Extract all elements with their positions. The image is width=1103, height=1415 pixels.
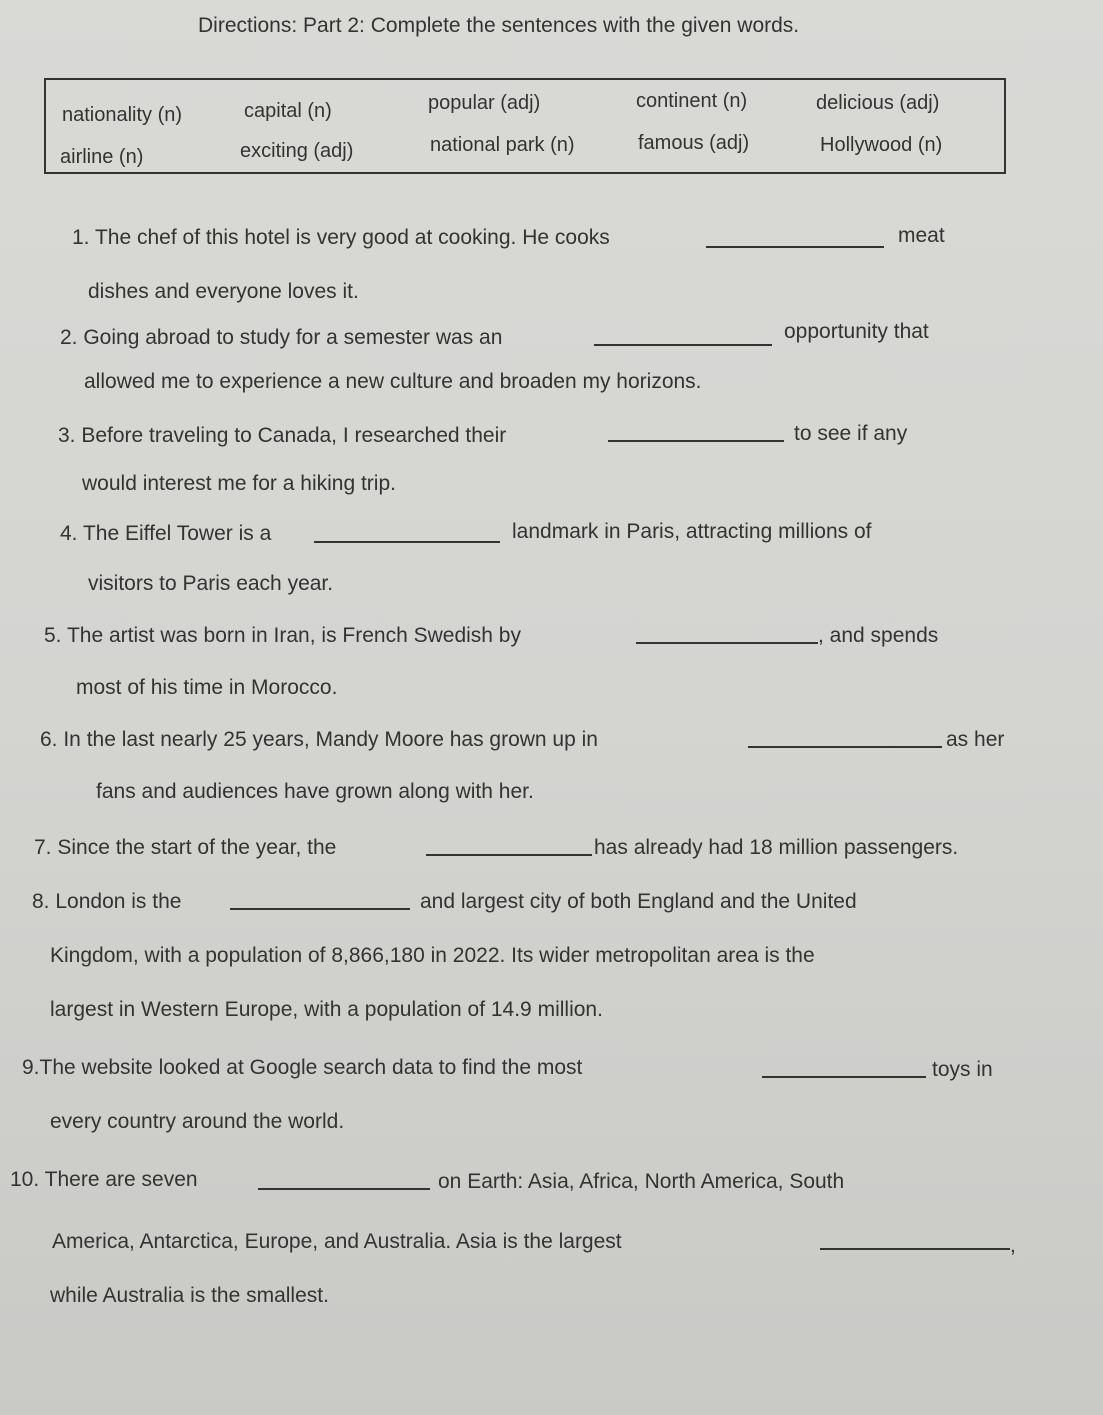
- sentence-7-text: 7. Since the start of the year, the: [34, 836, 337, 859]
- sentence-8-text: and largest city of both England and the United: [420, 890, 857, 913]
- sentence-1-text: meat: [898, 224, 945, 247]
- word-bank-item: airline (n): [60, 146, 144, 168]
- sentence-6-text: 6. In the last nearly 25 years, Mandy Moore has grown up in: [40, 728, 598, 751]
- sentence-1-text: dishes and everyone loves it.: [88, 280, 359, 303]
- sentence-4-text: 4. The Eiffel Tower is a: [60, 522, 272, 545]
- sentence-2-text: 2. Going abroad to study for a semester was an: [60, 326, 503, 349]
- word-bank-item: continent (n): [636, 90, 748, 112]
- word-bank-item: delicious (adj): [816, 92, 940, 114]
- sentence-2-text: allowed me to experience a new culture and broaden my horizons.: [84, 370, 702, 393]
- sentence-8-text: 8. London is the: [32, 890, 182, 913]
- blank-10b[interactable]: [820, 1248, 1010, 1250]
- sentence-8-text: Kingdom, with a population of 8,866,180 in 2022. Its wider metropolitan area is the: [50, 944, 815, 967]
- sentence-9-text: every country around the world.: [50, 1110, 345, 1133]
- sentence-5-text: , and spends: [818, 624, 939, 647]
- sentence-5-text: most of his time in Morocco.: [76, 676, 338, 699]
- word-bank-item: famous (adj): [638, 132, 750, 154]
- sentence-10-text: on Earth: Asia, Africa, North America, South: [438, 1170, 845, 1193]
- sentence-10-text: ,: [1010, 1234, 1016, 1257]
- sentence-2-text: opportunity that: [784, 320, 929, 343]
- sentence-10-text: 10. There are seven: [10, 1168, 198, 1191]
- blank-3[interactable]: [608, 440, 784, 442]
- sentence-10-text: while Australia is the smallest.: [50, 1284, 329, 1307]
- blank-6[interactable]: [748, 746, 942, 748]
- word-bank-item: capital (n): [244, 100, 332, 122]
- sentence-3-text: 3. Before traveling to Canada, I researched their: [58, 424, 507, 447]
- blank-2[interactable]: [594, 344, 772, 346]
- word-bank-item: national park (n): [430, 134, 575, 156]
- blank-10a[interactable]: [258, 1188, 430, 1190]
- blank-8[interactable]: [230, 908, 410, 910]
- sentence-9-text: toys in: [932, 1058, 993, 1081]
- sentence-8-text: largest in Western Europe, with a population of 14.9 million.: [50, 998, 603, 1021]
- blank-4[interactable]: [314, 541, 500, 543]
- word-bank-item: exciting (adj): [240, 140, 354, 162]
- sentence-3-text: to see if any: [794, 422, 908, 445]
- sentence-5-text: 5. The artist was born in Iran, is French Swedish by: [44, 624, 521, 647]
- sentence-3-text: would interest me for a hiking trip.: [82, 472, 396, 495]
- sentence-7-text: has already had 18 million passengers.: [594, 836, 959, 859]
- blank-9[interactable]: [762, 1076, 926, 1078]
- sentence-10-text: America, Antarctica, Europe, and Australia. Asia is the largest: [52, 1230, 622, 1253]
- blank-1[interactable]: [706, 246, 884, 248]
- word-bank-item: Hollywood (n): [820, 134, 943, 156]
- sentence-6-text: as her: [946, 728, 1005, 751]
- blank-7[interactable]: [426, 854, 592, 856]
- sentence-9-text: 9.The website looked at Google search data to find the most: [22, 1056, 583, 1079]
- word-bank-item: nationality (n): [62, 104, 183, 126]
- word-bank-item: popular (adj): [428, 92, 541, 114]
- sentence-4-text: visitors to Paris each year.: [88, 572, 334, 595]
- sentence-6-text: fans and audiences have grown along with her.: [96, 780, 534, 803]
- word-bank: [44, 78, 1006, 174]
- directions-heading: Directions: Part 2: Complete the sentences with the given words.: [198, 14, 800, 37]
- sentence-4-text: landmark in Paris, attracting millions of: [512, 520, 872, 543]
- blank-5[interactable]: [636, 642, 818, 644]
- sentence-1-text: 1. The chef of this hotel is very good at cooking. He cooks: [72, 226, 610, 249]
